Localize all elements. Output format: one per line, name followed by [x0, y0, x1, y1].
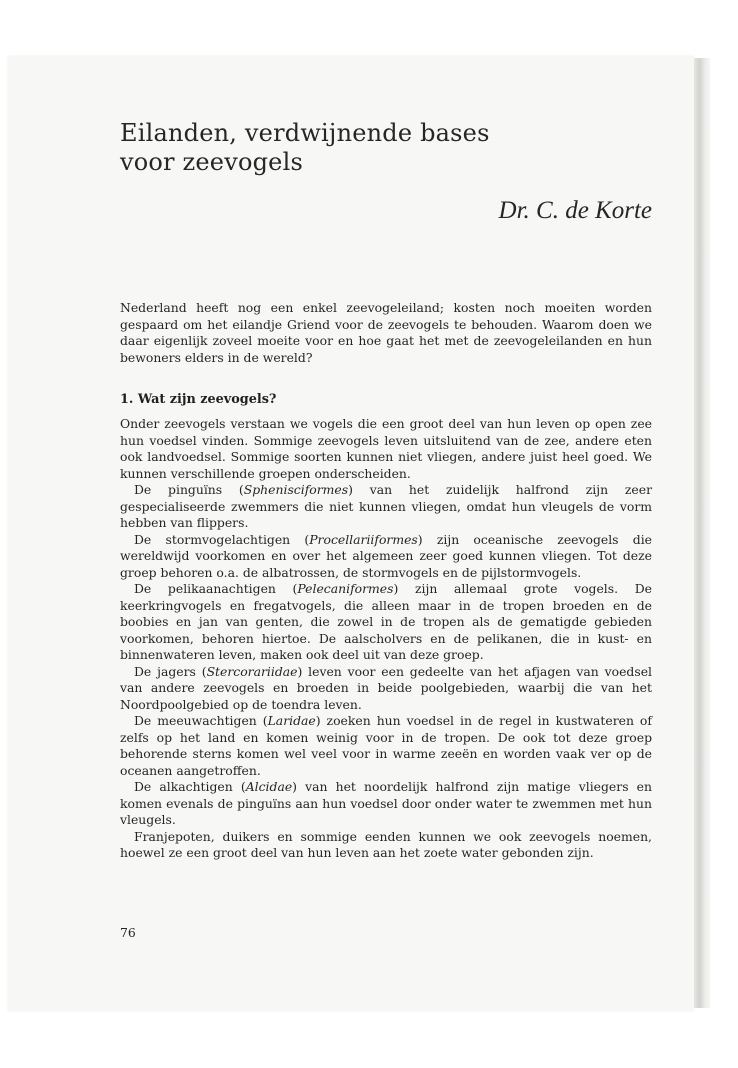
latin-name: Procellariiformes: [309, 531, 418, 547]
paragraph-other-seabirds: Franjepoten, duikers en sommige eenden kunnen we ook zeevogels noemen, hoewel ze een groot deel van hun leven aan het zoete water gebonden zijn.: [120, 828, 652, 860]
paragraph-gulls: [120, 713, 652, 779]
paragraph-text: ) van het noordelijk halfrond zijn matige vliegers en komen evenals de pinguïns aan hun voedsel door onder water te zwemmen met hun vleugels.: [120, 779, 652, 827]
latin-name: Pelecaniformes: [297, 581, 394, 596]
page-number: 76: [120, 925, 136, 940]
page-edge: [694, 58, 710, 1008]
paragraph-text: De alkachtigen (: [134, 779, 246, 794]
paragraph-pelicans: [120, 581, 652, 664]
paragraph-text: ) leven voor een gedeelte van het afjagen van voedsel van andere zeevogels en broeden in beide poolgebieden, waarbij die van het Noordpoolgebied op de toendra leven.: [120, 663, 652, 712]
paragraph-auks: [120, 779, 652, 829]
latin-name: Sphenisciformes: [243, 482, 349, 497]
paragraph-text: De stormvogelachtigen (: [134, 531, 310, 547]
latin-name: Alcidae: [245, 779, 293, 794]
paragraph-definition: Onder zeevogels verstaan we vogels die een groot deel van hun leven op open zee hun voedsel vinden. Sommige zeevogels leven uitsluitend van de zee, andere eten ook landvoedsel. Sommige soorten kunnen niet vliegen, andere juist heel goed. We kunnen verschillende groepen onderscheiden.: [120, 416, 652, 481]
paragraph-text: ) van het zuidelijk halfrond zijn zeer gespecialiseerde zwemmers die niet kunnen vliegen, omdat hun vleugels de vorm hebben van flippers.: [120, 482, 652, 530]
article-title: [120, 119, 490, 177]
latin-name: Laridae: [267, 713, 316, 728]
paragraph-text: De jagers (: [134, 663, 207, 679]
paragraph-text: ) zijn oceanische zeevogels die wereldwijd voorkomen en over het algemeen zeer goed kunnen vliegen. Tot deze groep behoren o.a. de albatrossen, de stormvogels en de pijlstormvogels.: [120, 531, 652, 580]
paragraph-penguins: [120, 482, 652, 532]
latin-name: Stercorariidae: [206, 663, 298, 679]
paragraph-text: De pinguïns (: [134, 482, 244, 497]
author-name: Dr. C. de Korte: [498, 197, 652, 224]
paragraph-text: ) zijn allemaal grote vogels. De keerkringvogels en fregatvogels, die alleen maar in de tropen broeden en de boobies en jan van genten, die zowel in de tropen als de gematigde gebieden voorkomen, behoren hiertoe. De aalscholvers en de pelikanen, die in kust- en binnenwateren leven, maken ook deel uit van deze groep.: [120, 581, 652, 662]
paragraph-text: ) zoeken hun voedsel in de regel in kustwateren of zelfs op het land en komen weinig voor in de tropen. De ook tot deze groep behorende sterns komen wel veel voor in warme zeeën en worden vaak ver op de oceanen aangetroffen.: [120, 713, 652, 778]
title-line-2: voor zeevogels: [120, 148, 303, 176]
intro-paragraph: Nederland heeft nog een enkel zeevogeleiland; kosten noch moeiten worden gespaard om het eilandje Griend voor de zeevogels te behouden. Waarom doen we daar eigenlijk zoveel moeite voor en hoe gaat het met de zeevogeleilanden en hun bewoners elders in de wereld?: [120, 300, 652, 365]
title-line-1: Eilanden, verdwijnende bases: [120, 119, 490, 147]
paragraph-text: De meeuwachtigen (: [134, 713, 268, 728]
section-heading: 1. Wat zijn zeevogels?: [120, 392, 277, 407]
section-body: [120, 416, 652, 862]
paragraph-text: De pelikaanachtigen (: [134, 581, 298, 596]
paragraph-skuas: [120, 664, 652, 714]
paragraph-petrels: [120, 532, 652, 582]
